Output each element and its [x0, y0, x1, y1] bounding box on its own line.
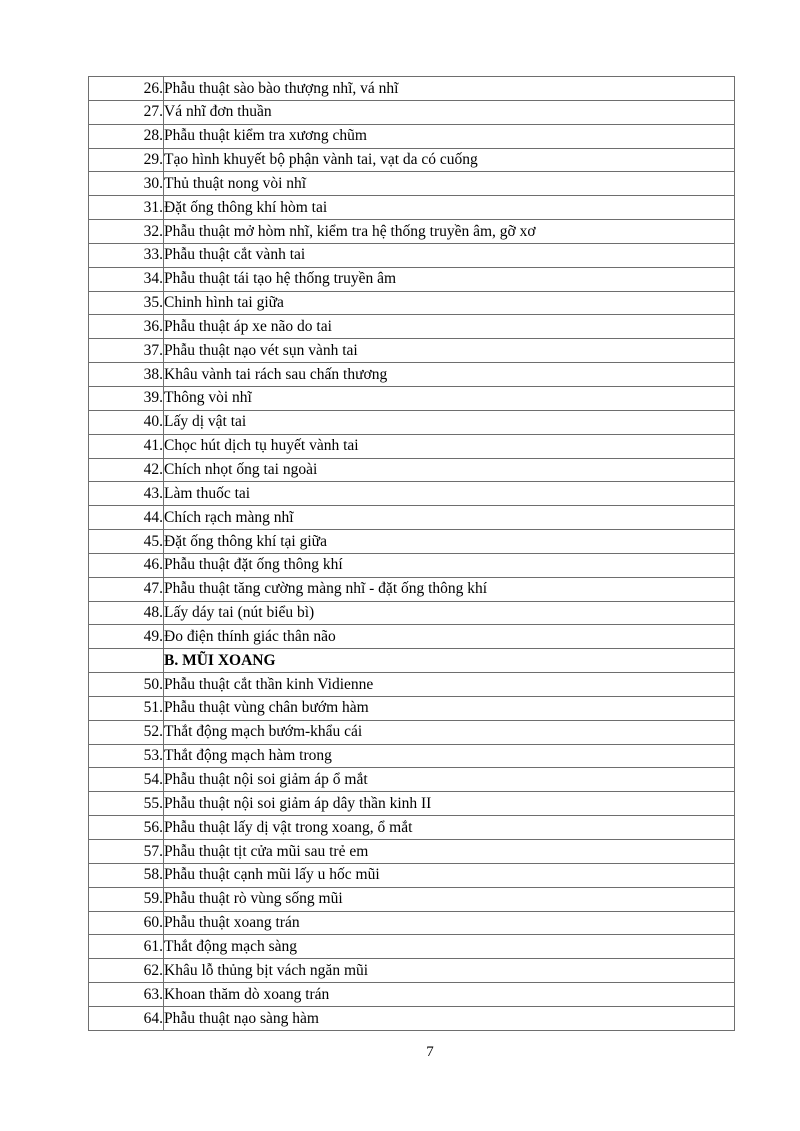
- row-number: 42.: [89, 458, 164, 482]
- procedure-name: Khâu vành tai rách sau chấn thương: [164, 363, 735, 387]
- table-row: [89, 720, 735, 744]
- row-number: 35.: [89, 291, 164, 315]
- table-row: [89, 673, 735, 697]
- row-number: 63.: [89, 983, 164, 1007]
- table-row: [89, 768, 735, 792]
- procedure-name: Phẫu thuật cắt vành tai: [164, 243, 735, 267]
- procedure-name: Tạo hình khuyết bộ phận vành tai, vạt da có cuống: [164, 148, 735, 172]
- table-row: [89, 172, 735, 196]
- table-row: [89, 363, 735, 387]
- row-number: 53.: [89, 744, 164, 768]
- table-row: [89, 696, 735, 720]
- row-number: 45.: [89, 530, 164, 554]
- table-row: [89, 267, 735, 291]
- table-row: [89, 840, 735, 864]
- procedure-name: Làm thuốc tai: [164, 482, 735, 506]
- row-number: 58.: [89, 863, 164, 887]
- procedures-table: [88, 76, 735, 1031]
- table-row: [89, 625, 735, 649]
- procedure-name: Phẫu thuật sào bào thượng nhĩ, vá nhĩ: [164, 77, 735, 101]
- procedure-name: Thông vòi nhĩ: [164, 386, 735, 410]
- procedure-name: Khâu lỗ thủng bịt vách ngăn mũi: [164, 959, 735, 983]
- procedure-name: Phẫu thuật tăng cường màng nhĩ - đặt ống thông khí: [164, 577, 735, 601]
- table-row: [89, 792, 735, 816]
- table-row: [89, 196, 735, 220]
- row-number: 48.: [89, 601, 164, 625]
- row-number: 32.: [89, 220, 164, 244]
- row-number: 46.: [89, 553, 164, 577]
- table-row: [89, 553, 735, 577]
- table-row: [89, 1006, 735, 1030]
- procedure-name: Phẫu thuật kiểm tra xương chũm: [164, 124, 735, 148]
- table-row: [89, 77, 735, 101]
- procedure-name: Thắt động mạch sàng: [164, 935, 735, 959]
- row-number: 43.: [89, 482, 164, 506]
- table-row: [89, 100, 735, 124]
- table-row: [89, 863, 735, 887]
- page-number: 7: [426, 1044, 434, 1060]
- procedure-name: Đặt ống thông khí hòm tai: [164, 196, 735, 220]
- section-row: [89, 649, 735, 673]
- procedure-name: Phẫu thuật rò vùng sống mũi: [164, 887, 735, 911]
- row-number: 61.: [89, 935, 164, 959]
- row-number: 49.: [89, 625, 164, 649]
- row-number: 34.: [89, 267, 164, 291]
- row-number: 54.: [89, 768, 164, 792]
- table-row: [89, 983, 735, 1007]
- row-number: 40.: [89, 410, 164, 434]
- table-row: [89, 577, 735, 601]
- row-number: 55.: [89, 792, 164, 816]
- procedure-name: Lấy dị vật tai: [164, 410, 735, 434]
- row-number: 62.: [89, 959, 164, 983]
- procedure-name: Lấy dáy tai (nút biểu bì): [164, 601, 735, 625]
- row-number: 47.: [89, 577, 164, 601]
- row-number: 28.: [89, 124, 164, 148]
- table-row: [89, 601, 735, 625]
- table-row: [89, 458, 735, 482]
- row-number: 51.: [89, 696, 164, 720]
- row-number: 31.: [89, 196, 164, 220]
- procedure-name: Phẫu thuật xoang trán: [164, 911, 735, 935]
- row-number: 64.: [89, 1006, 164, 1030]
- table-row: [89, 243, 735, 267]
- table-row: [89, 339, 735, 363]
- table-row: [89, 911, 735, 935]
- procedure-name: Đặt ống thông khí tại giữa: [164, 530, 735, 554]
- row-number: 27.: [89, 100, 164, 124]
- section-title: B. MŨI XOANG: [164, 649, 735, 673]
- procedure-name: Phẫu thuật cắt thần kinh Vidienne: [164, 673, 735, 697]
- row-number: 29.: [89, 148, 164, 172]
- row-number: [89, 649, 164, 673]
- table-row: [89, 816, 735, 840]
- procedure-name: Phẫu thuật nội soi giảm áp dây thần kinh II: [164, 792, 735, 816]
- table-row: [89, 148, 735, 172]
- table-row: [89, 291, 735, 315]
- procedure-name: Thắt động mạch hàm trong: [164, 744, 735, 768]
- table-row: [89, 315, 735, 339]
- table-row: [89, 410, 735, 434]
- procedure-name: Thắt động mạch bướm-khẩu cái: [164, 720, 735, 744]
- table-row: [89, 887, 735, 911]
- procedure-name: Phẫu thuật đặt ống thông khí: [164, 553, 735, 577]
- table-row: [89, 220, 735, 244]
- procedure-name: Phẫu thuật vùng chân bướm hàm: [164, 696, 735, 720]
- table-row: [89, 935, 735, 959]
- procedure-name: Phẫu thuật tái tạo hệ thống truyền âm: [164, 267, 735, 291]
- row-number: 50.: [89, 673, 164, 697]
- row-number: 44.: [89, 506, 164, 530]
- row-number: 52.: [89, 720, 164, 744]
- procedure-name: Chích nhọt ống tai ngoài: [164, 458, 735, 482]
- row-number: 38.: [89, 363, 164, 387]
- row-number: 57.: [89, 840, 164, 864]
- procedure-name: Chích rạch màng nhĩ: [164, 506, 735, 530]
- table-row: [89, 482, 735, 506]
- procedures-table-body: [89, 77, 735, 1031]
- row-number: 33.: [89, 243, 164, 267]
- table-row: [89, 530, 735, 554]
- table-row: [89, 744, 735, 768]
- row-number: 37.: [89, 339, 164, 363]
- row-number: 60.: [89, 911, 164, 935]
- row-number: 26.: [89, 77, 164, 101]
- row-number: 36.: [89, 315, 164, 339]
- table-row: [89, 124, 735, 148]
- procedure-name: Phẫu thuật tịt cửa mũi sau trẻ em: [164, 840, 735, 864]
- row-number: 59.: [89, 887, 164, 911]
- row-number: 41.: [89, 434, 164, 458]
- row-number: 30.: [89, 172, 164, 196]
- procedure-name: Vá nhĩ đơn thuần: [164, 100, 735, 124]
- row-number: 39.: [89, 386, 164, 410]
- procedure-name: Phẫu thuật áp xe não do tai: [164, 315, 735, 339]
- procedure-name: Phẫu thuật lấy dị vật trong xoang, ổ mắt: [164, 816, 735, 840]
- table-row: [89, 434, 735, 458]
- procedure-name: Thủ thuật nong vòi nhĩ: [164, 172, 735, 196]
- procedure-name: Chinh hình tai giữa: [164, 291, 735, 315]
- row-number: 56.: [89, 816, 164, 840]
- procedure-name: Đo điện thính giác thân não: [164, 625, 735, 649]
- procedure-name: Phẫu thuật nạo sàng hàm: [164, 1006, 735, 1030]
- table-row: [89, 386, 735, 410]
- table-row: [89, 506, 735, 530]
- procedure-name: Khoan thăm dò xoang trán: [164, 983, 735, 1007]
- procedure-name: Chọc hút dịch tụ huyết vành tai: [164, 434, 735, 458]
- procedure-name: Phẫu thuật cạnh mũi lấy u hốc mũi: [164, 863, 735, 887]
- table-row: [89, 959, 735, 983]
- procedure-name: Phẫu thuật nội soi giảm áp ổ mắt: [164, 768, 735, 792]
- procedure-name: Phẫu thuật mở hòm nhĩ, kiểm tra hệ thống truyền âm, gỡ xơ: [164, 220, 735, 244]
- procedure-name: Phẫu thuật nạo vét sụn vành tai: [164, 339, 735, 363]
